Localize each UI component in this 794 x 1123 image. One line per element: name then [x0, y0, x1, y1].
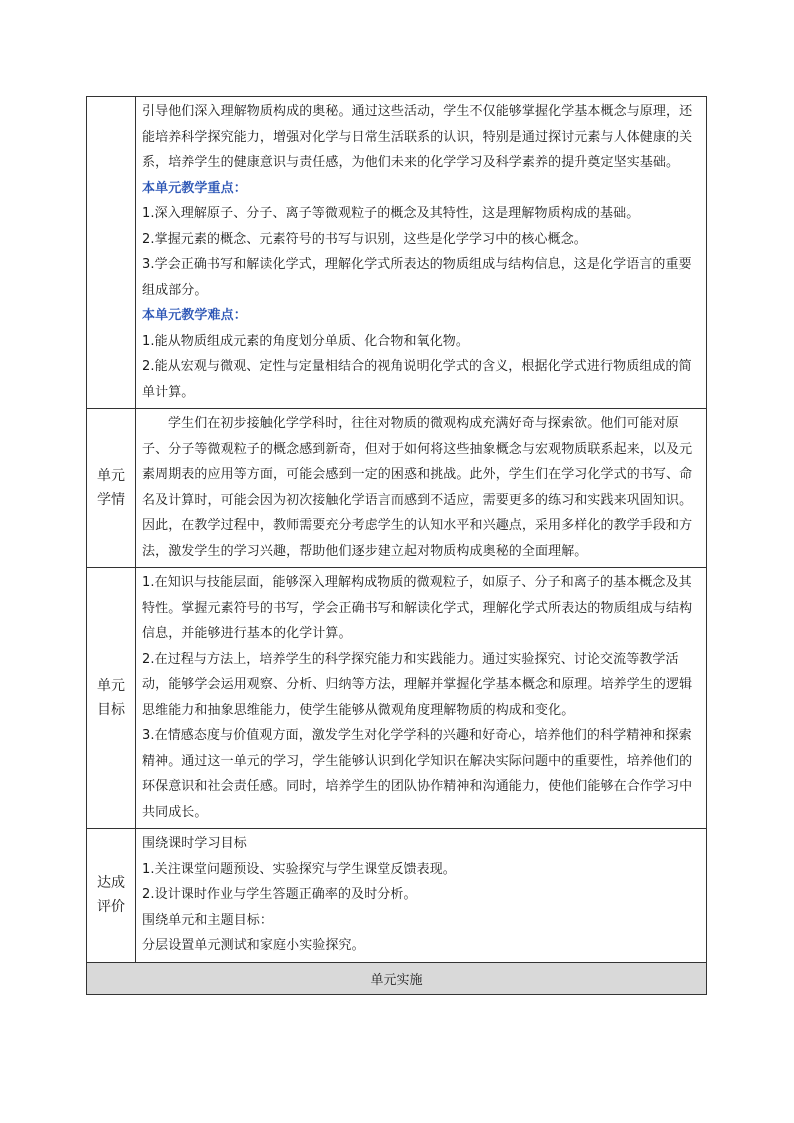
goal-item: 1.在知识与技能层面，能够深入理解构成物质的微观粒子，如原子、分子和离子的基本概念及其特性。掌握元素符号的书写，学会正确书写和解读化学式，理解化学式所表达的物质组成与结构信息，并能够进行基本的化学计算。 [142, 575, 693, 641]
row-label-line: 达成 [97, 875, 125, 892]
table-row-unit-goals [87, 568, 707, 829]
row-label-line: 评价 [97, 899, 125, 916]
learner-analysis-cell [136, 409, 707, 568]
table-row-implementation [87, 962, 707, 994]
row-label-empty [87, 97, 136, 409]
unit-key-points-cell [136, 97, 707, 409]
key-point-item: 1.深入理解原子、分子、离子等微观粒子的概念及其特性，这是理解物质构成的基础。 [142, 206, 640, 221]
assessment-line: 2.设计课时作业与学生答题正确率的及时分析。 [142, 887, 417, 902]
key-point-item: 2.掌握元素的概念、元素符号的书写与识别，这些是化学学习中的核心概念。 [142, 231, 587, 247]
goal-item: 2.在过程与方法上，培养学生的科学探究能力和实践能力。通过实验探究、讨论交流等教学活动，能够学会运用观察、分析、归纳等方法，理解并掌握化学基本概念和原理。培养学生的逻辑思维能力和抽象思维能力，使学生能够从微观角度理解物质的构成和变化。 [142, 651, 693, 718]
table-row-intro [87, 97, 707, 409]
assessment-cell [136, 829, 707, 963]
assessment-line: 围绕课时学习目标 [142, 836, 247, 851]
unit-plan-table [86, 96, 707, 995]
unit-implementation-header: 单元实施 [87, 962, 707, 994]
key-point-item: 3.学会正确书写和解读化学式，理解化学式所表达的物质组成与结构信息，这是化学语言的重要组成部分。 [142, 257, 692, 298]
table-row-learner-analysis [87, 409, 707, 568]
difficult-point-item: 2.能从宏观与微观、定性与定量相结合的视角说明化学式的含义，根据化学式进行物质组成的简单计算。 [142, 359, 692, 400]
row-label-learner-analysis [87, 409, 136, 568]
row-label-line: 目标 [97, 702, 125, 718]
key-points-heading: 本单元教学重点： [142, 180, 247, 196]
assessment-line: 分层设置单元测试和家庭小实验探究。 [142, 938, 365, 953]
row-label-line: 单元 [97, 678, 125, 694]
goal-item: 3.在情感态度与价值观方面，激发学生对化学学科的兴趣和好奇心，培养他们的科学精神和探索精神。通过这一单元的学习，学生能够认识到化学知识在解决实际问题中的重要性，培养他们的环保意识和社会责任感。同时，培养学生的团队协作精神和沟通能力，使他们能够在合作学习中共同成长。 [142, 728, 693, 820]
row-label-assessment [87, 829, 136, 963]
row-label-line: 单元 [97, 468, 125, 484]
difficult-point-item: 1.能从物质组成元素的角度划分单质、化合物和氧化物。 [142, 333, 470, 349]
difficult-points-heading: 本单元教学难点： [142, 308, 247, 323]
table-row-assessment [87, 829, 707, 963]
intro-paragraph: 引导他们深入理解物质构成的奥秘。通过这些活动，学生不仅能够掌握化学基本概念与原理，还能培养科学探究能力，增强对化学与日常生活联系的认识，特别是通过探讨元素与人体健康的关系，培养学生的健康意识与责任感，为他们未来的化学学习及科学素养的提升奠定坚实基础。 [142, 104, 693, 170]
row-label-unit-goals [87, 568, 136, 829]
learner-analysis-text: 学生们在初步接触化学学科时，往往对物质的微观构成充满好奇与探索欲。他们可能对原子、分子等微观粒子的概念感到新奇，但对于如何将这些抽象概念与宏观物质联系起来，以及元素周期表的应用等方面，可能会感到一定的困惑和挑战。此外，学生们在学习化学式的书写、命名及计算时，可能会因为初次接触化学语言而感到不适应，需要更多的练习和实践来巩固知识。因此，在教学过程中，教师需要充分考虑学生的认知水平和兴趣点，采用多样化的教学手段和方法，激发学生的学习兴趣，帮助他们逐步建立起对物质构成奥秘的全面理解。 [142, 416, 693, 559]
assessment-line: 1.关注课堂问题预设、实验探究与学生课堂反馈表现。 [142, 861, 456, 877]
unit-goals-cell [136, 568, 707, 829]
row-label-line: 学情 [97, 492, 125, 508]
assessment-line: 围绕单元和主题目标： [142, 912, 274, 928]
